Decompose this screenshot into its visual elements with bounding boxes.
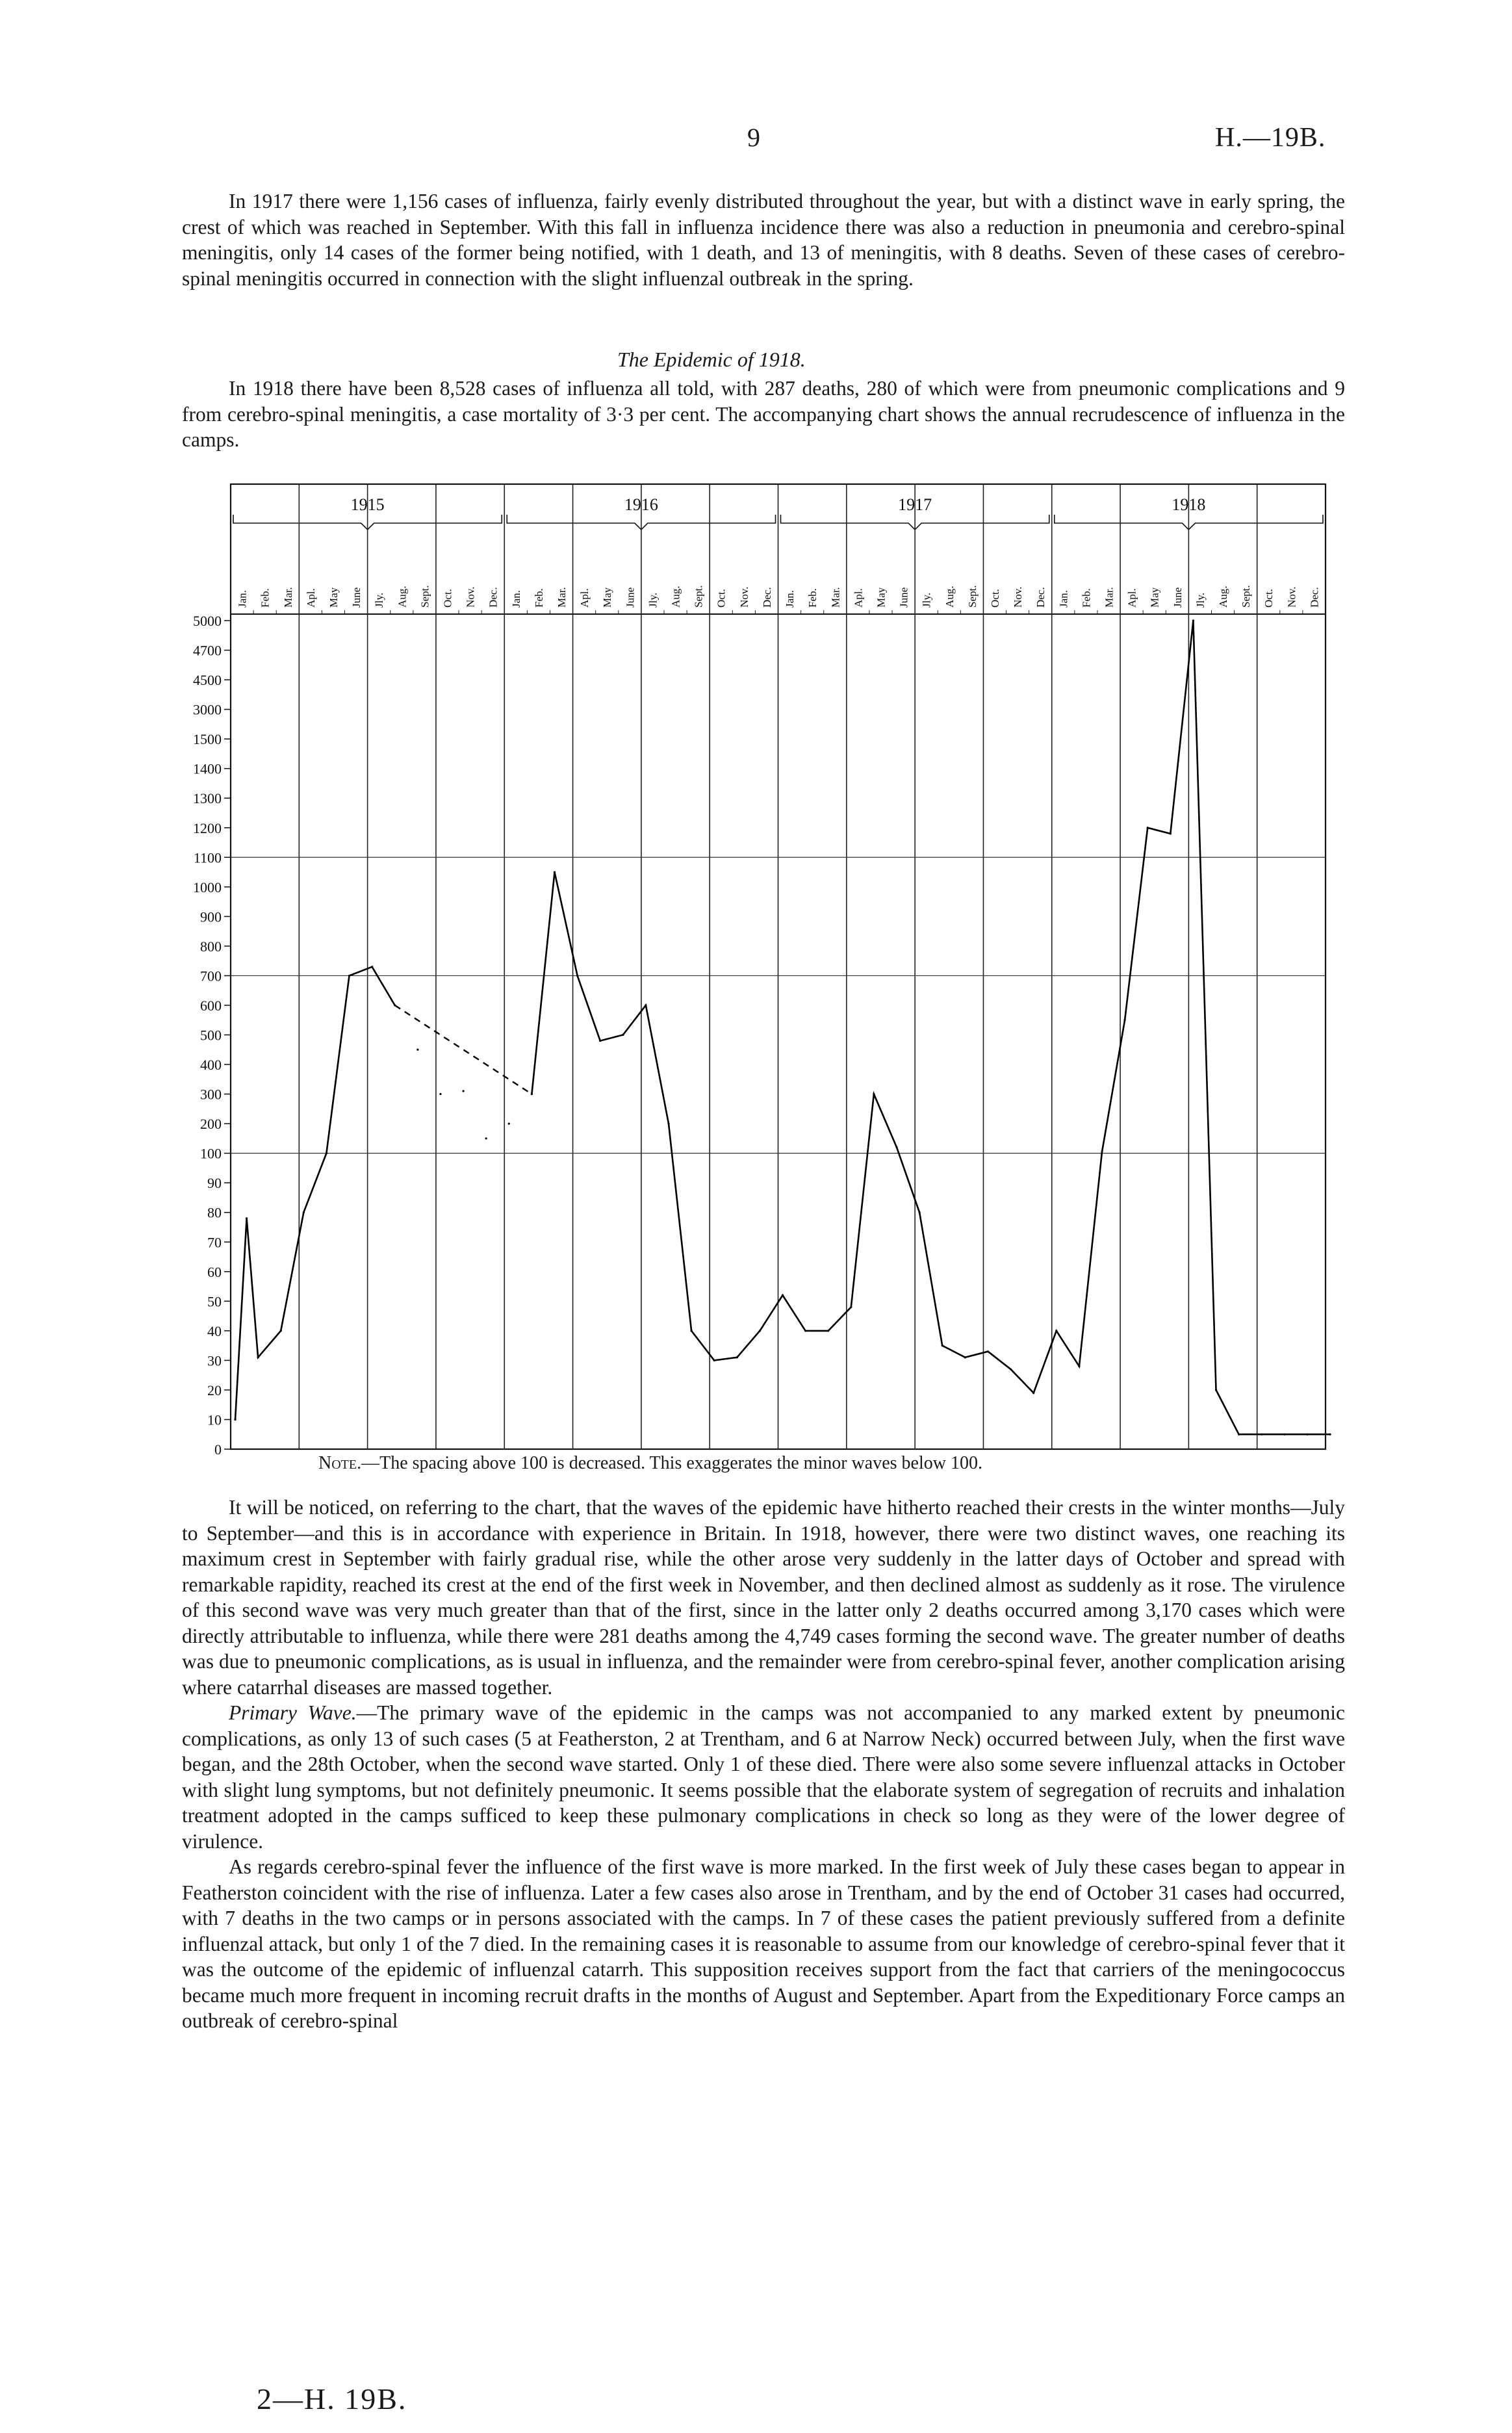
- y-tick-label: 900: [200, 908, 222, 925]
- month-label: May: [1148, 587, 1161, 608]
- series-point: [1306, 1434, 1308, 1435]
- month-label: Nov.: [737, 586, 750, 608]
- series-point: [667, 1123, 669, 1125]
- series-point: [1032, 1392, 1034, 1394]
- series-point: [439, 1093, 441, 1095]
- month-label: Dec.: [1034, 587, 1047, 608]
- month-label: May: [327, 587, 340, 608]
- y-tick-label: 50: [207, 1293, 222, 1310]
- month-label: Aug.: [1217, 586, 1230, 608]
- month-label: Feb.: [1080, 588, 1093, 608]
- y-tick-label: 3000: [193, 701, 222, 718]
- series-point: [1055, 1330, 1057, 1332]
- y-tick-label: 500: [200, 1027, 222, 1044]
- primary-wave-text: —The primary wave of the epidemic in the camps was not accompanied to any marked extent by pneumonic complications, as only 13 of such cases (5 at Featherston, 2 at Trentham, and 6 at Narrow Neck) occurred between July, when the first wave began, and the 28th October, when the second wave started. Only 1 of these died. There were also some severe influenzal attacks in October with slight lung symptoms, but not definitely pneumonic. It seems possible that the elaborate system of segregation of recruits and inhalation treatment adopted in the camps sufficed to keep these pulmonary complications in check so long as they were of the lower degree of virulence.: [182, 1701, 1345, 1853]
- month-label: Apl.: [852, 588, 865, 608]
- series-point: [691, 1330, 693, 1332]
- month-label: Jly.: [1194, 593, 1207, 608]
- year-label-1915: 1915: [350, 495, 385, 514]
- series-point: [827, 1330, 829, 1332]
- month-label: Mar.: [1103, 587, 1116, 608]
- series-point: [1147, 827, 1149, 829]
- series-point: [1101, 1151, 1103, 1153]
- year-label-1916: 1916: [624, 495, 658, 514]
- series-point: [531, 1093, 533, 1095]
- series-point: [1010, 1368, 1012, 1370]
- y-tick-label: 1300: [193, 790, 222, 807]
- series-point: [348, 975, 350, 977]
- month-label: June: [897, 587, 910, 608]
- intro-paragraph: In 1917 there were 1,156 cases of influenza, fairly evenly distributed throughout the year, but with a distinct wave in early spring, the crest of which was reached in September. With this fall in influenza incidence there was also a reduction in pneumonia and cerebro-spinal meningitis, only 14 cases of the former being notified, with 1 death, and 13 of meningitis, with 8 deaths. Seven of these cases of cerebro-spinal meningitis occurred in connection with the slight influenzal outbreak in the spring.: [182, 190, 1345, 290]
- y-tick-label: 700: [200, 968, 222, 985]
- series-point: [1215, 1389, 1217, 1391]
- series-point: [1192, 619, 1194, 621]
- note-text: —The spacing above 100 is decreased. This exaggerates the minor waves below 100.: [361, 1453, 982, 1473]
- series-point: [873, 1093, 875, 1095]
- series-point: [1329, 1434, 1331, 1435]
- month-label: Feb.: [806, 588, 819, 608]
- y-tick-label: 4500: [193, 672, 222, 689]
- month-label: Jly.: [373, 593, 386, 608]
- month-label: June: [1171, 587, 1184, 608]
- series-point: [1078, 1365, 1080, 1367]
- series-point: [416, 1049, 418, 1051]
- y-tick-label: 20: [207, 1382, 222, 1398]
- body-paragraph-1: It will be noticed, on referring to the chart, that the waves of the epidemic have hitherto reached their crests in the winter months—July to September—and this is in accordance with experience in Britain. In 1918, however, there were two distinct waves, one reaching its maximum crest in September with fairly gradual rise, while the other arose very suddenly in the latter days of October and spread with remarkable rapidity, reached its crest at the end of the first week in November, and then declined almost as suddenly as it rose. The virulence of this second wave was very much greater than that of the first, since in the latter only 2 deaths occurred among 3,170 cases which were directly attributable to influenza, while there were 281 deaths among the 4,749 cases forming the second wave. The greater number of deaths was due to pneumonic complications, as is usual in influenza, and the remainder were from cerebro-spinal fever, another complication arising where catarrhal diseases are massed together.: [182, 1496, 1345, 1699]
- month-label: Oct.: [988, 589, 1001, 608]
- y-tick-label: 1400: [193, 760, 222, 777]
- month-label: Jan.: [236, 590, 249, 608]
- month-label: Sept.: [1240, 585, 1253, 608]
- note-prefix: Note.: [318, 1453, 362, 1473]
- y-tick-label: 1200: [193, 819, 222, 836]
- month-label: Oct.: [441, 589, 454, 608]
- y-tick-label: 800: [200, 938, 222, 955]
- y-tick-label: 5000: [193, 613, 222, 629]
- series-point: [942, 1345, 943, 1346]
- month-label: Mar.: [829, 587, 842, 608]
- month-label: Nov.: [1285, 586, 1298, 608]
- series-point: [554, 871, 556, 873]
- influenza-chart: [156, 474, 1339, 1495]
- document-reference: H.—19B.: [1215, 123, 1326, 153]
- month-label: Apl.: [578, 588, 591, 608]
- month-label: Feb.: [259, 588, 272, 608]
- series-point: [895, 1146, 897, 1148]
- month-label: Mar.: [281, 587, 294, 608]
- chart-svg: [156, 474, 1339, 1495]
- series-point: [280, 1330, 282, 1332]
- y-tick-label: 40: [207, 1322, 222, 1339]
- month-label: Oct.: [715, 589, 728, 608]
- series-point: [371, 966, 373, 968]
- series-point: [919, 1211, 921, 1213]
- series-point: [326, 1152, 327, 1154]
- y-tick-label: 100: [200, 1145, 222, 1162]
- month-label: Sept.: [692, 585, 705, 608]
- year-label-1918: 1918: [1172, 495, 1206, 514]
- month-label: Jly.: [647, 593, 660, 608]
- month-label: Aug.: [669, 586, 682, 608]
- y-tick-label: 90: [207, 1175, 222, 1192]
- y-tick-label: 600: [200, 997, 222, 1014]
- y-tick-label: 200: [200, 1116, 222, 1133]
- series-point: [1238, 1434, 1240, 1435]
- series-point: [462, 1090, 464, 1092]
- y-tick-label: 60: [207, 1263, 222, 1280]
- page-signature: 2—H. 19B.: [257, 2382, 407, 2415]
- month-label: Aug.: [943, 586, 956, 608]
- month-label: Aug.: [396, 586, 409, 608]
- month-label: Nov.: [1012, 586, 1025, 608]
- series-point: [804, 1330, 806, 1332]
- y-tick-label: 4700: [193, 642, 222, 659]
- month-label: Dec.: [760, 587, 773, 608]
- series-point: [485, 1137, 487, 1139]
- y-tick-label: 0: [214, 1441, 222, 1458]
- series-point: [713, 1359, 715, 1361]
- month-label: Nov.: [464, 586, 477, 608]
- series-point: [576, 975, 578, 977]
- series-point: [1283, 1434, 1285, 1435]
- month-label: Jan.: [1057, 590, 1070, 608]
- series-point: [234, 1419, 236, 1421]
- series-point: [303, 1211, 305, 1213]
- body-paragraph-2: [182, 1700, 1345, 1854]
- series-point: [394, 1004, 396, 1006]
- y-tick-label: 30: [207, 1352, 222, 1369]
- series-point: [257, 1356, 259, 1358]
- month-label: Jan.: [509, 590, 522, 608]
- year-label-1917: 1917: [898, 495, 932, 514]
- y-tick-label: 400: [200, 1057, 222, 1074]
- body-paragraph-3: As regards cerebro-spinal fever the influence of the first wave is more marked. In the first week of July these cases began to appear in Featherston coincident with the rise of influenza. Later a few cases also arose in Trentham, and by the end of October 31 cases had occurred, with 7 deaths in the two camps or in persons associated with the camps. In 7 of these cases the patient previously suffered from a definite influenzal attack, but only 1 of the 7 died. In the remaining cases it is reasonable to assume from our knowledge of cerebro-spinal fever that it was the outcome of the epidemic of influenzal catarrh. This supposition receives support from the fact that carriers of the meningococcus became much more frequent in incoming recruit drafts in the months of August and September. Apart from the Expeditionary Force camps an outbreak of cerebro-spinal: [182, 1855, 1345, 2032]
- para-1918-block: [182, 376, 1345, 453]
- series-point: [622, 1034, 624, 1036]
- series-point: [1261, 1434, 1262, 1435]
- primary-wave-lead: Primary Wave.: [229, 1701, 357, 1724]
- series-point: [246, 1217, 248, 1219]
- series-point: [599, 1040, 601, 1042]
- series-point: [508, 1123, 510, 1125]
- month-label: May: [601, 587, 614, 608]
- series-point: [1170, 832, 1172, 834]
- intro-block: [182, 188, 1345, 291]
- month-label: Jly.: [920, 593, 933, 608]
- series-point: [1123, 1019, 1125, 1021]
- month-label: June: [350, 587, 363, 608]
- body-text: [182, 1495, 1345, 2034]
- month-label: Dec.: [1308, 587, 1321, 608]
- section-title: The Epidemic of 1918.: [617, 348, 806, 371]
- y-tick-label: 1000: [193, 879, 222, 895]
- page-number: 9: [747, 123, 760, 152]
- series-point: [759, 1330, 761, 1332]
- y-tick-label: 10: [207, 1411, 222, 1428]
- series-point: [645, 1004, 647, 1006]
- para-1918: In 1918 there have been 8,528 cases of influenza all told, with 287 deaths, 280 of which were from pneumonic complications and 9 from cerebro-spinal meningitis, a case mortality of 3·3 per cent. The accompanying chart shows the annual recrudescence of influenza in the camps.: [182, 377, 1345, 451]
- series-line-segment: [532, 621, 1330, 1434]
- series-point: [850, 1306, 852, 1308]
- y-tick-label: 1100: [193, 849, 222, 866]
- month-label: Jan.: [784, 590, 797, 608]
- series-line-segment: [235, 967, 395, 1420]
- series-point: [736, 1356, 738, 1358]
- y-tick-label: 80: [207, 1204, 222, 1221]
- series-point: [987, 1350, 989, 1352]
- month-label: May: [875, 587, 888, 608]
- series-point: [964, 1356, 966, 1358]
- month-label: Sept.: [966, 585, 979, 608]
- y-tick-label: 70: [207, 1234, 222, 1251]
- y-tick-label: 300: [200, 1086, 222, 1103]
- series-point: [782, 1294, 784, 1296]
- y-tick-label: 1500: [193, 731, 222, 748]
- month-label: Oct.: [1262, 589, 1275, 608]
- month-label: Mar.: [556, 587, 569, 608]
- month-label: Dec.: [487, 587, 500, 608]
- month-label: June: [624, 587, 637, 608]
- month-label: Feb.: [532, 588, 545, 608]
- month-label: Apl.: [304, 588, 317, 608]
- month-label: Apl.: [1125, 588, 1138, 608]
- series-line-dashed: [395, 1005, 532, 1094]
- month-label: Sept.: [418, 585, 431, 608]
- chart-note: [318, 1453, 982, 1474]
